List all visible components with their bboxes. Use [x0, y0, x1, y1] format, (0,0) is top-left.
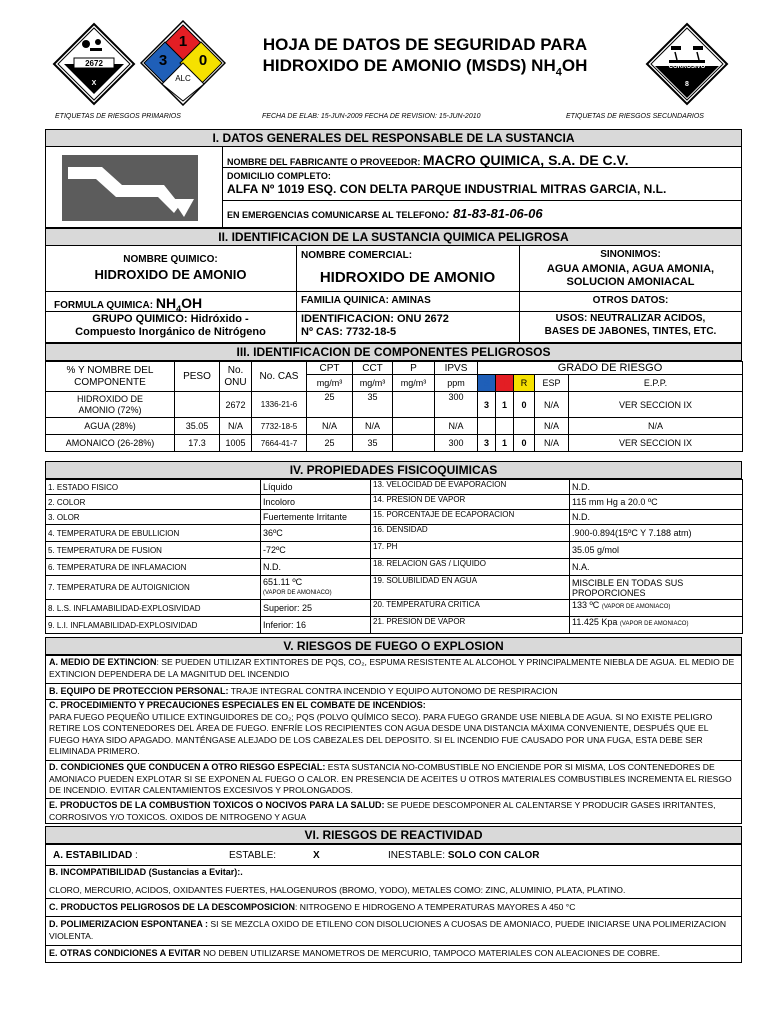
unstable-row: INESTABLE: SOLO CON CALOR — [388, 850, 540, 861]
section-5-header: V. RIESGOS DE FUEGO O EXPLOSION — [45, 637, 742, 655]
title-line-1: HOJA DE DATOS DE SEGURIDAD PARA — [262, 35, 588, 54]
section-3-header: III. IDENTIFICACION DE COMPONENTES PELIGROSOS — [45, 343, 742, 361]
col-component: % Y NOMBRE DEL COMPONENTE — [46, 362, 175, 392]
spontaneous-polymerization: D. POLIMERIZACION ESPONTANEA : SI SE MEZCLA OXIDO DE ETILENO CON DISOLUCIONES A CUOSAS DE AMONIACO, PUEDE INICIARSE UNA POLIMERIZACION VIOLENTA. — [49, 919, 727, 941]
risk-esp: ESP — [535, 375, 569, 392]
col-ipvs: IPVS — [435, 362, 478, 375]
stable-label: ESTABLE: — [229, 850, 277, 861]
table-row: 8. L.S. INFLAMABILIDAD-EXPLOSIVIDAD Superior: 25 20. TEMPERATURA CRITICA 133 ºC (VAPOR DE AMONIACO) — [46, 600, 743, 617]
table-row: 7. TEMPERATURA DE AUTOIGNICION 651.11 ºC (VAPOR DE AMONIACO) 19. SOLUBILIDAD EN AGUA MISCIBLE EN TODAS SUS PROPORCIONES — [46, 576, 743, 600]
col-onu: No. ONU — [220, 362, 252, 392]
risk-r-reactivity: R — [514, 375, 535, 392]
fire-special-conditions: D. CONDICIONES QUE CONDUCEN A OTRO RIESGO ESPECIAL: ESTA SUSTANCIA NO-COMBUSTIBLE NO ENCIENDE POR SI MISMA, LOS CONTENEDORES DE AMONIACO PUEDEN EXPLOTAR SI SE EXPONEN AL FUEGO O CALOR. EN PRESENCIA DE ACEITES U OTROS MATERIALES COMBUSTIBLES INCREMENTA EL RIESGO DE INCENDIO. EVITAR CALENTAMIENTOS EXCESIVOS Y PROLONGADOS. — [49, 762, 732, 796]
corrosive-label: CORROSIVO — [668, 64, 706, 70]
table-row: 9. L.I. INFLAMABILIDAD-EXPLOSIVIDAD Inferior: 16 21. PRESION DE VAPOR 11.425 Kpa (VAPOR DE AMONIACO) — [46, 617, 743, 634]
stability-label: A. ESTABILIDAD : — [53, 850, 138, 861]
fire-protective-equipment: B. EQUIPO DE PROTECCION PERSONAL: TRAJE INTEGRAL CONTRA INCENDIO Y EQUIPO AUTONOMO DE RESPIRACION — [49, 686, 558, 696]
uses-line-2: BASES DE JABONES, TINTES, ETC. — [544, 326, 717, 337]
uses-line-1: USOS: NEUTRALIZAR ACIDOS, — [555, 313, 706, 324]
chem-group-line-1: GRUPO QUIMICO: Hidróxido - — [92, 313, 249, 325]
table-row: AGUA (28%) 35.05 N/A 7732-18-5 N/A N/A N/A N/A N/A — [46, 418, 743, 435]
section-2-header: II. IDENTIFICACION DE LA SUSTANCIA QUIMICA PELIGROSA — [45, 228, 742, 246]
primary-labels-caption: ETIQUETAS DE RIESGOS PRIMARIOS — [55, 113, 181, 120]
section-6-header: VI. RIESGOS DE REACTIVIDAD — [45, 826, 742, 844]
nfpa-reactivity: 0 — [198, 52, 208, 69]
document-title — [230, 34, 620, 83]
col-cct: CCT — [353, 362, 393, 375]
table-row: 5. TEMPERATURA DE FUSION -72ºC 17. PH 35.05 g/mol — [46, 542, 743, 559]
address-value: ALFA Nº 1019 ESQ. CON DELTA PARQUE INDUSTRIAL MITRAS GARCIA, N.L. — [227, 182, 667, 196]
stable-mark: X — [313, 850, 320, 861]
synonyms-line-1: AGUA AMONIA, AGUA AMONIA, — [546, 263, 715, 275]
table-row: 2. COLOR Incoloro 14. PRESION DE VAPOR 115 mm Hg a 20.0 ºC — [46, 495, 743, 510]
chem-group-line-2: Compuesto Inorgánico de Nitrógeno — [75, 326, 266, 338]
cas-number: Nº CAS: 7732-18-5 — [301, 326, 397, 338]
col-p: P — [393, 362, 435, 375]
fire-toxic-products: E. PRODUCTOS DE LA COMBUSTION TOXICOS O NOCIVOS PARA LA SALUD: SE PUEDE DESCOMPONER AL CALENTARSE Y PRODUCIR GASES IRRITANTES, CORROSIVOS Y/O TOXICOS. OXIDOS DE NITROGENO Y AGUA — [49, 800, 716, 822]
unit-cpt: mg/m³ — [307, 375, 353, 392]
company-logo — [62, 155, 198, 221]
risk-epp: E.P.P. — [569, 375, 743, 392]
section-4-header: IV. PROPIEDADES FISICOQUIMICAS — [45, 461, 742, 479]
table-row: AMONAICO (26-28%) 17.3 1005 7664-41-7 25 35 300 3 1 0 N/A VER SECCION IX — [46, 435, 743, 452]
phone-number: : 81-83-81-06-06 — [445, 206, 543, 221]
table-row: 6. TEMPERATURA DE INFLAMACION N.D. 18. RELACION GAS / LIQUIDO N.A. — [46, 559, 743, 576]
formula-row: FORMULA QUIMICA: $NH_4OH$ — [54, 295, 203, 314]
family-value: FAMILIA QUINICA: AMINAS — [301, 295, 431, 306]
nfpa-health: 3 — [158, 52, 168, 69]
table-row: 4. TEMPERATURA DE EBULLICION 36ºC 16. DENSIDAD .900-0.894(15ºC Y 7.188 atm) — [46, 525, 743, 542]
formula-value: $NH_4OH$ — [155, 295, 203, 314]
decomposition-products: C. PRODUCTOS PELIGROSOS DE LA DESCOMPOSICION: NITROGENO E HIDROGENO A TEMPERATURAS MAYORES A 450 °C — [49, 902, 576, 912]
synonyms-line-2: SOLUCION AMONIACAL — [566, 276, 695, 288]
col-risk-grade: GRADO DE RIESGO — [478, 362, 743, 375]
corrosive-class: 8 — [685, 81, 689, 88]
risk-s-health: S — [478, 375, 496, 392]
maker-row: NOMBRE DEL FABRICANTE O PROVEEDOR: MACRO QUIMICA, S.A. DE C.V. — [227, 152, 629, 168]
table-row: 3. OLOR Fuertemente Irritante 15. PORCENTAJE DE ECAPORACION N.D. — [46, 510, 743, 525]
table-row: 1. ESTADO FISICO Líquido 13. VELOCIDAD DE EVAPORACION N.D. — [46, 480, 743, 495]
maker-name: MACRO QUIMICA, S.A. DE C.V. — [422, 152, 629, 168]
nfpa-special: ALC — [175, 74, 191, 83]
title-line-2: HIDROXIDO DE AMONIO (MSDS) $NH_4OH$ — [262, 56, 588, 79]
secondary-labels-caption: ETIQUETAS DE RIESGOS SECUNDARIOS — [566, 113, 704, 120]
trade-name: HIDROXIDO DE AMONIO — [319, 269, 496, 286]
phone-row: EN EMERGENCIAS COMUNICARSE AL TELEFONO: 81-83-81-06-06 — [227, 206, 543, 221]
table-row: HIDROXIDO DE AMONIO (72%) 2672 1336-21-6 25 35 300 3 1 0 N/A VER SECCION IX — [46, 392, 743, 418]
dates-caption: FECHA DE ELAB: 15-JUN-2009 FECHA DE REVISION: 15-JUN-2010 — [262, 113, 481, 120]
components-table — [45, 361, 743, 452]
unit-p: mg/m³ — [393, 375, 435, 392]
unit-ipvs: ppm — [435, 375, 478, 392]
chem-name: HIDROXIDO DE AMONIO — [94, 267, 247, 282]
onu-id: IDENTIFICACION: ONU 2672 — [301, 313, 449, 325]
other-conditions: E. OTRAS CONDICIONES A EVITAR NO DEBEN UTILIZARSE MANOMETROS DE MERCURIO, TAMPOCO MATERIALES CON ALEACIONES DE COBRE. — [49, 948, 661, 958]
col-peso: PESO — [175, 362, 220, 392]
incompatibility: B. INCOMPATIBILIDAD (Sustancias a Evitar):. CLORO, MERCURIO, ACIDOS, OXIDANTES FUERTES, HALOGENUROS (BROMO, YODO), METALES COMO: ZINC, ALUMINIO, PLATA, PLATINO. — [49, 867, 626, 895]
chem-name-label: NOMBRE QUIMICO: — [123, 254, 218, 265]
other-data-label: OTROS DATOS: — [592, 295, 669, 306]
address-label: DOMICILIO COMPLETO: — [227, 171, 331, 181]
un-class-label: X — [91, 80, 97, 87]
col-cpt: CPT — [307, 362, 353, 375]
section-1-header: I. DATOS GENERALES DEL RESPONSABLE DE LA SUSTANCIA — [45, 129, 742, 147]
fire-procedures: C. PROCEDIMIENTO Y PRECAUCIONES ESPECIALES EN EL COMBATE DE INCENDIOS: PARA FUEGO PEQUEÑO UTILICE EXTINGUIDORES DE CO₂; PQS (POLVO QUÍMICO SECO). PARA FUEGO GRANDE USE NIEBLA DE AGUA. SI NO EXISTE PELIGRO RETIRE LOS CONTENEDORES DEL ÁREA DE FUEGO. ENFRÍE LOS RECIPIENTES CON AGUA DESDE UNA DISTANCIA MÁXIMA CONVENIENTE, DESPUÉS QUE EL FUEGO HAYA SIDO APAGADO. MANTÉNGASE ALEJADO DE LOS CABEZALES DEL DEPOSITO. SI EL INCENDIO FUE CAUSADO POR UNA FUGA, ESTA DEBE SER ELIMINADA PRIMERO. — [49, 700, 713, 757]
fire-extinction-media: A. MEDIO DE EXTINCION: SE PUEDEN UTILIZAR EXTINTORES DE PQS, CO₂, ESPUMA RESISTENTE AL ALCOHOL Y PRINCIPALMENTE NIEBLA DE AGUA. EL MEDIO DE EXTINCION DEPENDERA DE LA MAGNITUD DEL INCENDIO — [49, 657, 735, 679]
unit-cct: mg/m³ — [353, 375, 393, 392]
un-number: 2672 — [85, 59, 103, 68]
properties-table — [45, 479, 743, 634]
components-header-row-1 — [46, 362, 743, 375]
trade-name-label: NOMBRE COMERCIAL: — [301, 250, 413, 261]
nfpa-fire: 1 — [178, 33, 188, 50]
synonyms-label: SINONIMOS: — [600, 249, 661, 260]
risk-i-fire: I — [496, 375, 514, 392]
col-cas: No. CAS — [252, 362, 307, 392]
